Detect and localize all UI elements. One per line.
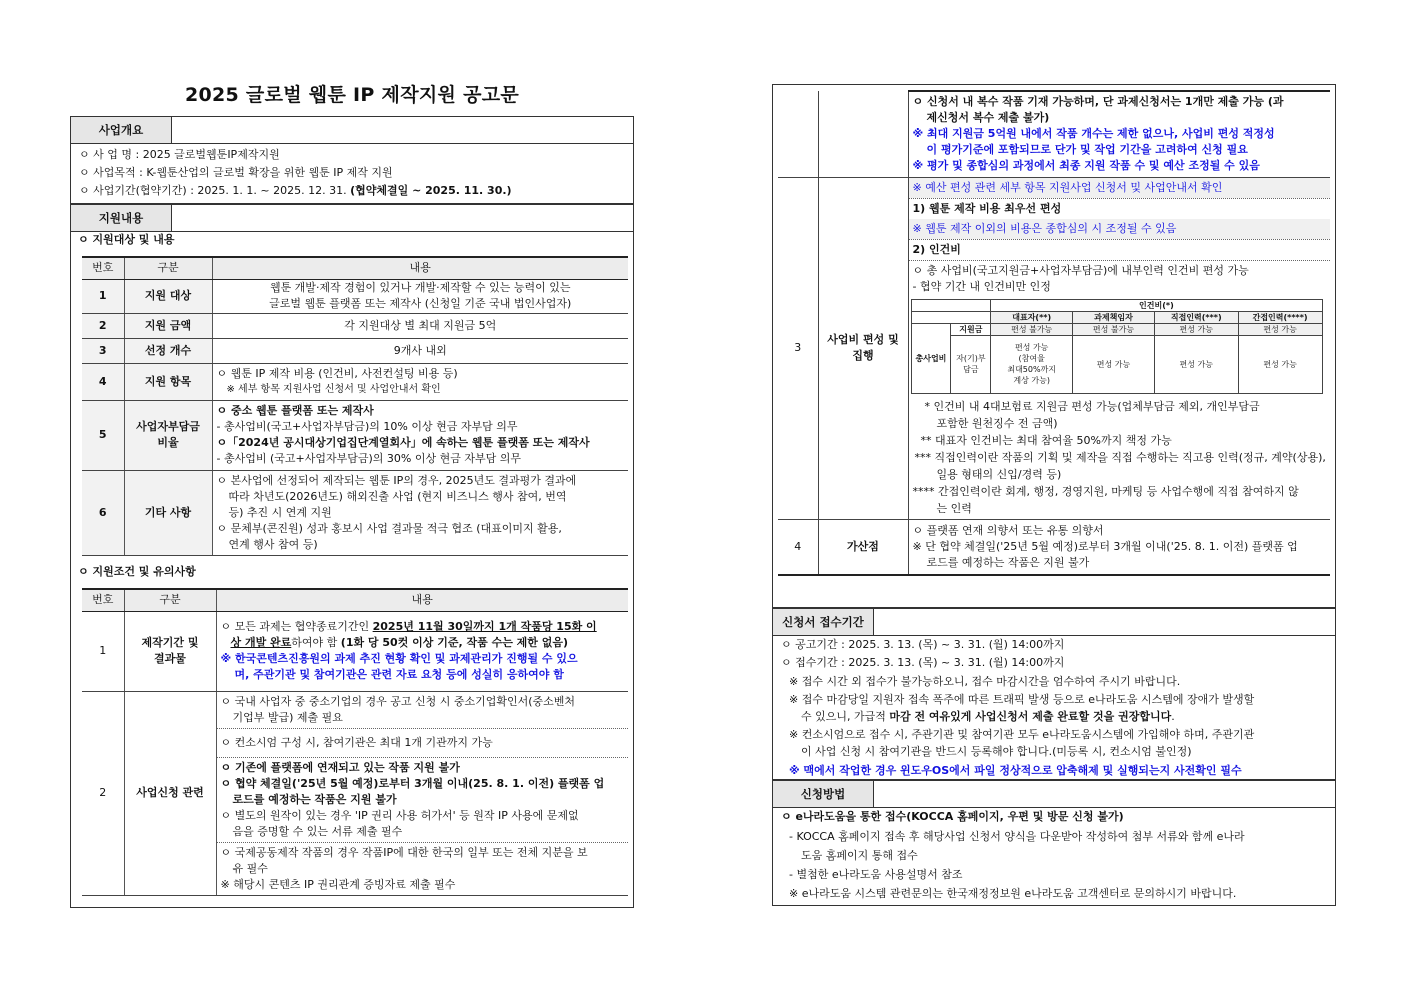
support-subtitle: ㅇ 지원대상 및 내용	[78, 233, 175, 246]
right-page	[772, 0, 1336, 992]
header-cat: 구분	[124, 257, 212, 279]
overview-line: ㅇ 사업목적 : K-웹툰산업의 글로벌 확장을 위한 웹툰 IP 제작 지원	[79, 166, 393, 179]
method-box: ㅇ e나라도움을 통한 접수(KOCCA 홈페이지, 우편 및 방문 신청 불가) - KOCCA 홈페이지 접속 후 해당사업 신청서 양식을 다운받아 작성하여 첨부 서류와 함께 e나라 도움 홈페이지 통해 접수 - 별첨한 e나라도움 사용설명서 참조 ※ e나라도움 시스템 관련문의는 한국재정정보원 e나라도움 고객센터로 문의하시기 바랍니다.	[772, 808, 1336, 906]
support-header	[70, 204, 634, 232]
table-row: 1 제작기간 및 결과물 ㅇ 모든 과제는 협약종료기간인 2025년 11월 30일까지 1개 작품당 15화 이 상 개발 완료하여야 함 (1화 당 50컷 이상 기준, 작품 수는 제한 없음) ※ 한국콘텐츠진흥원의 과제 추진 현황 확인 및 과제관리가 진행될 수 있으 며, 주관기관 및 참여기관은 관련 자료 요청 등에 성실히 응하여야 함	[82, 611, 628, 691]
table-row: 3 선정 개수 9개사 내외	[82, 338, 628, 363]
overview-header	[70, 116, 634, 144]
support-label: 지원내용	[71, 205, 172, 231]
table-row: ㅇ 신청서 내 복수 작품 기재 가능하며, 단 과제신청서는 1개만 제출 가능 (과 제신청서 복수 제출 불가) ※ 최대 지원금 5억원 내에서 작품 개수는 제한 없으나, 사업비 편성 적정성 이 평가기준에 포함되므로 단가 및 작업 기간을 고려하여 신청 필요 ※ 평가 및 종합심의 과정에서 최종 지원 작품 수 및 예산 조정될 수 있음	[778, 91, 1330, 177]
period-box: ㅇ 공고기간 : 2025. 3. 13. (목) ~ 3. 31. (월) 14:00까지 ㅇ 접수기간 : 2025. 3. 13. (목) ~ 3. 31. (월) 14:00까지 ※ 접수 시간 외 접수가 불가능하오니, 접수 마감시간을 엄수하여 주시기 바랍니다. ※ 접수 마감당일 지원자 접속 폭주에 따른 트래픽 발생 등으로 e나라도움 시스템에 장애가 발생할 수 있으니, 가급적 마감 전 여유있게 사업신청서 제출 완료할 것을 권장합니다. ※ 컨소시엄으로 접수 시, 주관기관 및 참여기관 모두 e나라도움시스템에 가입해야 하며, 주관기관 이 사업 신청 시 참여기관을 반드시 등록해야 합니다.(미등록 시, 컨소시엄 불인정) ※ 맥에서 작업한 경우 윈도우OS에서 파일 정상적으로 압축해제 및 실행되는지 사전확인 필수	[772, 636, 1336, 780]
conditions-table: 번호 구분 내용 1 제작기간 및 결과물 ㅇ 모든 과제는 협약종료기간인 2025년 11월 30일까지 1개 작품당 15화 이 상 개발 완료하여야 함 (1화 당 50컷 이상 기준, 작품 수는 제한 없음) ※ 한국콘텐츠진흥원의 과제 추진 현황 확인 및 과제관리가 진행될 수 있으 며, 주관기관 및 참여기관은 관련 자료 요청 등에 성실히 응하여야 함 2 사업신청 관련 ㅇ 국내 사업자 중 중소기업의 경우 공고 신청 시 중소기업확인서(중소벤처 기업부 발급) 제출 필요 ㅇ 컨소시엄 구성 시, 참여기관은 최대 1개 기관까지 가능 ㅇ 기존에 플랫폼에 연재되고 있는 작품 지원 불가 ㅇ 협약 체결일('25년 5월 예정)로부터 3개월 이내(25. 8. 1. 이전) 플랫폼 업 로드를 예정하는 작품은 지원 불가 ㅇ 별도의 원작이 있는 경우 'IP 권리 사용 허가서' 등 원작 IP 사용에 문제없 음을 증명할 수 있는 서류 제출 필수 ㅇ 국제공동제작 작품의 경우 작품IP에 대한 한국의 일부 또는 전체 지분을 보 유 필수 ※ 해당시 콘텐츠 IP 권리관계 증빙자료 제출 필수	[82, 588, 628, 896]
table-row: 2 지원 금액 각 지원대상 별 최대 지원금 5억	[82, 313, 628, 338]
page-title: 2025 글로벌 웹툰 IP 제작지원 공고문	[184, 84, 520, 106]
period-header	[772, 608, 1336, 636]
table-row: 6 기타 사항 ㅇ 본사업에 선정되어 제작되는 웹툰 IP의 경우, 2025년도 결과평가 결과에 따라 차년도(2026년도) 해외진출 사업 (현지 비즈니스 행사 참여, 번역 등) 추진 시 연계 지원 ㅇ 문체부(콘진원) 성과 홍보시 사업 결과물 적극 협조 (대표이미지 활용, 연계 행사 참여 등)	[82, 470, 628, 555]
header-content: 내용	[212, 257, 628, 279]
conditions-subtitle: ㅇ 지원조건 및 유의사항	[78, 565, 196, 578]
table-row: 2 사업신청 관련 ㅇ 국내 사업자 중 중소기업의 경우 공고 신청 시 중소기업확인서(중소벤처 기업부 발급) 제출 필요 ㅇ 컨소시엄 구성 시, 참여기관은 최대 1개 기관까지 가능 ㅇ 기존에 플랫폼에 연재되고 있는 작품 지원 불가 ㅇ 협약 체결일('25년 5월 예정)로부터 3개월 이내(25. 8. 1. 이전) 플랫폼 업 로드를 예정하는 작품은 지원 불가 ㅇ 별도의 원작이 있는 경우 'IP 권리 사용 허가서' 등 원작 IP 사용에 문제없 음을 증명할 수 있는 서류 제출 필수 ㅇ 국제공동제작 작품의 경우 작품IP에 대한 한국의 일부 또는 전체 지분을 보 유 필수 ※ 해당시 콘텐츠 IP 권리관계 증빙자료 제출 필수	[82, 691, 628, 895]
overview-box	[70, 144, 634, 204]
table-row: 4 가산점 ㅇ 플랫폼 연재 의향서 또는 유통 의향서 ※ 단 협약 체결일('25년 5월 예정)로부터 3개월 이내('25. 8. 1. 이전) 플랫폼 업 로드를 예정하는 작품은 지원 불가	[778, 519, 1330, 575]
overview-line: ㅇ 사업기간(협약기간) : 2025. 1. 1. ~ 2025. 12. 31. (협약체결일 ~ 2025. 11. 30.)	[79, 184, 512, 197]
table-row: 4 지원 항목 ㅇ 웹툰 IP 제작 비용 (인건비, 사전컨설팅 비용 등) ※ 세부 항목 지원사업 신청서 및 사업안내서 확인	[82, 363, 628, 400]
overview-label: 사업개요	[71, 117, 172, 143]
method-label: 신청방법	[773, 781, 874, 807]
table-row: 3 사업비 편성 및 집행 ※ 예산 편성 관련 세부 항목 지원사업 신청서 및 사업안내서 확인 1) 웹툰 제작 비용 최우선 편성 ※ 웹툰 제작 이외의 비용은 종합심의 시 조정될 수 있음 2) 인건비 ㅇ 총 사업비(국고지원금+사업자부담금)에 내부인력 인건비 편성 가능 - 협약 기간 내 인건비만 인정 인건비(*) 대표자(**) 과제책임자 직접인력(***) 간접인력(****) 총사업비 지원금 편성 불가능 편성 불가능 편성 가능 편성 가능 자(기)부 담금 편성 가능 (참여율 최대50%까지 계상 가능) 편성 가능 편성 가능 편성 가능 * 인건비 내 4대보험료 지원금 편성 가능(업체부담금 제외, 개인부담금 포함한 원천징수 전 금액) ** 대표자 인건비는 최대 참여율 50%까지 책정 가능 *** 직접인력이란 작품의 기획 및 제작을 직접 수행하는 직고용 인력(정규, 계약(상용), 일용 형태의 신입/경력 등) **** 간접인력이란 회계, 행정, 경영지원, 마케팅 등 사업수행에 직접 참여하지 않 는 인력	[778, 177, 1330, 519]
table-row: 5 사업자부담금 비율 ㅇ 중소 웹툰 플랫폼 또는 제작사 - 총사업비(국고+사업자부담금)의 10% 이상 현금 자부담 의무 ㅇ「2024년 공시대상기업집단계열회사」에 속하는 웹툰 플랫폼 또는 제작사 - 총사업비 (국고+사업자부담금)의 30% 이상 현금 자부담 의무	[82, 400, 628, 470]
support-table	[82, 256, 628, 556]
overview-line: ㅇ 사 업 명 : 2025 글로벌웹툰IP제작지원	[79, 148, 280, 161]
labor-cost-table: 인건비(*) 대표자(**) 과제책임자 직접인력(***) 간접인력(****) 총사업비 지원금 편성 불가능 편성 불가능 편성 가능 편성 가능 자(기)부 담금 편성 가능 (참여율 최대50%까지 계상 가능) 편성 가능 편성 가능 편성 가능	[911, 299, 1323, 394]
header-no: 번호	[82, 257, 124, 279]
table-row: 1 지원 대상 웹툰 개발·제작 경험이 있거나 개발·제작할 수 있는 능력이 있는 글로벌 웹툰 플랫폼 또는 제작사 (신청일 기준 국내 법인사업자)	[82, 279, 628, 313]
right-table	[778, 90, 1330, 576]
method-header	[772, 780, 1336, 808]
period-label: 신청서 접수기간	[773, 609, 874, 635]
left-page	[70, 0, 634, 992]
